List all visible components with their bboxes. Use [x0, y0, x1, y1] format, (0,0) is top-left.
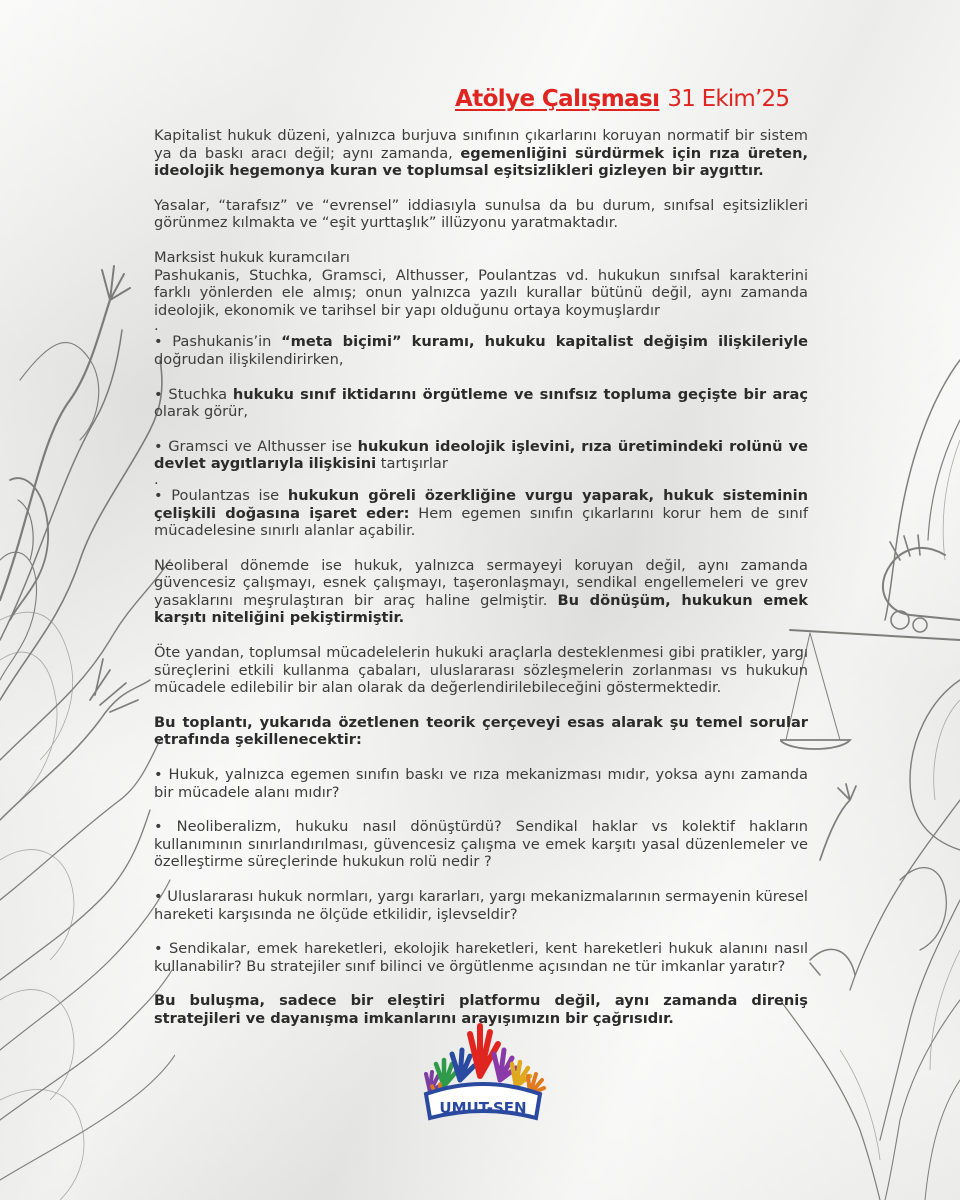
bullet-text: doğrudan ilişkilendirirken,: [154, 350, 344, 368]
separator-dot: .: [154, 470, 159, 488]
intro-text: Kapitalist hukuk düzeni, yalnızca burjuva sınıfının çıkarlarını koruyan normatif bir sistem ya da baskı aracı değil; aynı zamanda,: [154, 127, 808, 162]
neoliberal-text: Neoliberal dönemde ise hukuk, yalnızca sermayeyi koruyan değil, aynı zamanda güvencesiz çalışmayı, esnek çalışmayı, taşeronlaşmayı, sendikal engellemeleri ve grev yasaklarını meşrulaştıran bir araç haline gelmiştir.: [154, 556, 808, 609]
paragraph-theorists-heading: Marksist hukuk kuramcıları: [154, 248, 350, 266]
question-1: • Hukuk, yalnızca egemen sınıfın baskı ve rıza mekanizması mıdır, yoksa aynı zamanda bir mücadele alanı mıdır?: [154, 766, 808, 801]
bullet-text: Hem egemen sınıfın çıkarlarını korur hem de sınıf mücadelesine sınırlı alanlar açabilir.: [154, 504, 808, 540]
bullet-bold: hukuku sınıf iktidarını örgütleme ve sınıfsız topluma geçişte bir araç: [232, 385, 808, 403]
bullet-text: tartışırlar: [376, 455, 448, 473]
paragraph-laws: Yasalar, “tarafsız” ve “evrensel” iddiasıyla sunulsa da bu durum, sınıfsal eşitsizlikleri görünmez kılmakta ve “eşit yurttaşlık” illüzyonu yaratmaktadır.: [154, 196, 808, 232]
question-3: • Uluslararası hukuk normları, yargı kararları, yargı mekanizmalarının sermayenin küresel hareketi karşısında ne ölçüde etkilidir, işlevseldir?: [154, 888, 808, 923]
bullet-text: • Gramsci ve Althusser ise: [154, 437, 358, 455]
bullet-text: olarak görür,: [154, 403, 249, 421]
separator-dot: .: [154, 317, 159, 335]
workshop-title: Atölye Çalışması: [455, 86, 660, 112]
bullet-poulantzas: [154, 487, 808, 540]
bullet-gramsci-althusser: [154, 438, 808, 473]
bullet-text: • Stuchka: [154, 385, 233, 403]
bullet-bold: hukukun ideolojik işlevini, rıza üretimindeki rolünü ve devlet aygıtlarıyla ilişkisini: [154, 437, 808, 473]
paragraph-struggles: Öte yandan, toplumsal mücadelelerin hukuki araçlarla desteklenmesi gibi pratikler, yargı süreçlerini etkili kullanma çabaları, uluslararası sözleşmelerin zorlanması vs hukukun mücadele edilebilir bir alan olarak da değerlendirilebileceğini göstermektedir.: [154, 644, 808, 697]
paragraph-intro: [154, 127, 808, 180]
logo-text: UMUT-SEN: [439, 1099, 527, 1117]
bullet-text: • Poulantzas ise: [154, 486, 288, 504]
bullet-stuchka: [154, 386, 808, 421]
bullet-bold: hukukun göreli özerkliğine vurgu yaparak, hukuk sisteminin çelişkili doğasına işaret eder:: [154, 486, 809, 522]
workshop-date: 31 Ekim’25: [667, 86, 790, 112]
bullet-bold: “meta biçimi” kuramı, hukuku kapitalist değişim ilişkileriyle: [281, 333, 808, 351]
neoliberal-bold: Bu dönüşüm, hukukun emek karşıtı niteliğini pekiştirmiştir.: [154, 591, 808, 627]
paragraph-neoliberal: [154, 557, 808, 627]
bullet-pashukanis: [154, 333, 808, 368]
umut-sen-logo: [418, 1014, 548, 1134]
question-2: • Neoliberalizm, hukuku nasıl dönüştürdü? Sendikal haklar vs kolektif hakların kullanımının sınırlandırılması, güvencesiz çalışma ve emek karşıtı yasal düzenlemeler ve özelleştirme süreçlerinde hukukun rolü nedir ?: [154, 818, 808, 871]
intro-bold: egemenliğini sürdürmek için rıza üreten, ideolojik hegemonya kuran ve toplumsal eşitsizlikleri gizleyen bir aygıttır.: [154, 144, 808, 180]
paragraph-questions-intro: [154, 714, 808, 749]
document-body: [154, 127, 808, 1028]
question-4: • Sendikalar, emek hareketleri, ekolojik hareketleri, kent hareketleri hukuk alanını nasıl kullanabilir? Bu stratejiler sınıf bilinci ve örgütlenme açısından ne tür imkanlar yaratır?: [154, 940, 808, 975]
closing-bold: Bu buluşma, sadece bir eleştiri platformu değil, aynı zamanda direniş stratejileri ve dayanışma imkanlarını arayışımızın bir çağrısıdır.: [154, 992, 808, 1027]
questions-intro-bold: Bu toplantı, yukarıda özetlenen teorik çerçeveyi esas alarak şu temel sorular etrafında şekillenecektir:: [154, 713, 808, 749]
left-sketch-illustration: [0, 0, 175, 1200]
paragraph-theorists: Pashukanis, Stuchka, Gramsci, Althusser, Poulantzas vd. hukukun sınıfsal karakterini farklı yönlerden ele almış; onun yalnızca yazılı kurallar bütünü değil, aynı zamanda ideolojik, ekonomik ve tarihsel bir yapı olduğunu ortaya koymuşlardır: [154, 266, 808, 319]
bullet-text: • Pashukanis’in: [154, 333, 282, 351]
header: [455, 86, 815, 126]
